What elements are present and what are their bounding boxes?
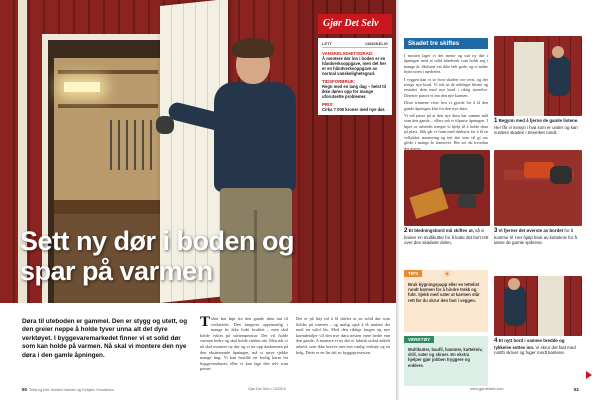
page-number-right: 51 xyxy=(574,387,579,392)
section-body xyxy=(404,53,488,153)
step-number: 3 xyxy=(494,228,498,234)
scale-right-label: VANSKELIG xyxy=(364,41,388,46)
step-lead: Vi fjerner det øverste av bordet xyxy=(498,228,564,233)
hand xyxy=(550,166,572,184)
column-1-text: iden har løpt fra den gamle døra inn til verkstedet. Den fungerer opprinnelig i mange år, ikke forbi kvalitet – men skal holde ryktet på utetemperatur. Det vil holde varmen bedre og skal holde vinden ute. Men når vi nå skal montere ny dør og vi tar opp dørkarmen på den eksisterende åpningen, må vi nøye sjekke mange ting. Vi kan bestille en ferdig karm fra byggevarehuset, eller vi kan lage den selv som passer. xyxy=(200,316,288,372)
time-label: TIDSFORBRUK: xyxy=(322,79,356,84)
glove xyxy=(156,116,174,134)
step-2-caption xyxy=(404,228,490,246)
step-lead: Et bledningsbord må skiftes ut, xyxy=(408,228,474,233)
workshop-lamp xyxy=(64,82,100,92)
price-text: Cirka 7 000 kroner med nye dør. xyxy=(322,107,386,112)
article-title: Sett ny dør i boden og spar på varmen xyxy=(20,226,294,286)
workbench xyxy=(54,200,164,214)
difficulty-scale xyxy=(322,41,388,48)
body-column-2 xyxy=(296,316,390,355)
folio-right xyxy=(470,387,504,391)
difficulty-text: Å montere dør inn i boden er en håndverksoppgave, men det her er en håndverksoppgave av normal vanskelighetsgrad. xyxy=(322,56,387,76)
person-jacket xyxy=(214,82,296,192)
multicutter xyxy=(440,154,484,194)
time-text: Regn med en lang dag – helst til ikke døren opp for mange uforutsette problemer. xyxy=(322,84,386,99)
step-3-caption xyxy=(494,228,582,246)
step-text: Vi skrur det fast med rustfri skruer og fuger rundt kantene. xyxy=(494,344,576,356)
step-1-caption xyxy=(494,118,582,136)
worker xyxy=(504,286,526,326)
difficulty-label: VANSKELIGHETSGRAD: xyxy=(322,51,374,56)
step-4-photo xyxy=(494,276,582,336)
tool-text: Multikutter, baufil, hammer, kuttekniv, drill, vater og skruer. En ekstra hjelper gjør jobben tryggere og enklere. xyxy=(408,347,483,368)
step-text: for å komme til. Her hjalp bruk av kuttekniv for å løsne de gamle spikrene. xyxy=(494,228,577,246)
folio-left xyxy=(22,387,114,392)
shelf xyxy=(58,104,158,108)
step-1-photo xyxy=(494,36,582,116)
shelf xyxy=(58,70,158,74)
hanging-tools xyxy=(110,120,158,170)
tip-tag: TIPS xyxy=(404,270,422,277)
price-label: PRIS: xyxy=(322,102,334,107)
paragraph: Disse trinnene viser hva vi gjorde for å få den gamle åpningen klar for den nye døra. xyxy=(404,100,488,111)
step-text: så vi bruker en multikutter for å kutte det bort rett over den skadede delen. xyxy=(404,228,489,246)
lightbulb-icon: ☀ xyxy=(442,269,452,279)
person-hair xyxy=(232,38,274,58)
paragraph: I mosten laget vi det meste og satt ny dør i åpningen med et solid håndverk som holdt seg i mange år. Skiftene var ikke helt gode, og vi måtte bytte noen i nærheten. xyxy=(404,53,488,75)
tip-text: Bruk bygningspapp eller en tettelist rundt karmen for å hindre trekk og fukt. Sjekk med vater at karmen står rett før du skrur den fast i veggen. xyxy=(408,282,480,303)
worker-head xyxy=(508,278,520,290)
column-2-text: Det er på høy tid å få skiftet ut en solid dør som holder på varmen – og mulig også å få innføre det med en solid lås. Med den riktige fargen og nye karmdetaljer vil den nye døra nesten være bedre enn den gamle. A montere ei ny dør er faktisk nokså enkelt arbeid, som ikke krever mer enn vanlig verktøy og en helg. Dette er en fin del av byggeprosessen. xyxy=(296,316,390,355)
section-title: Skadet tre skiftes xyxy=(404,38,488,49)
scale-left-label: LETT xyxy=(322,41,332,46)
cut-board xyxy=(409,187,448,218)
page-number-left: 50 xyxy=(22,387,27,392)
worker xyxy=(548,56,570,96)
site-url: www.gjordetselv.com xyxy=(470,387,504,391)
step-lead: Begynn med å fjerne de gamle listene. xyxy=(498,118,579,123)
paragraph: I veggen kan vi se hvor skaden var verst, og der trengs nye bord. Vi tok ut de ødelagte bitene og erstattet dem med nye bord i riktig størrelse. Deretter passet vi inn den nye karmen. xyxy=(404,76,488,98)
glove xyxy=(458,194,476,208)
gds-header: Gjør Det Selv xyxy=(318,14,392,34)
paragraph: Vi må passe på at den nye døra har samme mål som den gamle – ellers må vi tilpasse åpningen. I løpet av arbeidet trenger vi hjelp til å holde døra på plass. Slik går vi fram med dørbytte for å få en vellykket montering og tett dør som vil gi oss glede i mange år framover. Her ser du hvordan det gjøres. xyxy=(404,113,488,151)
tip-box xyxy=(404,270,488,332)
gutter xyxy=(396,0,400,400)
door-frame xyxy=(538,276,564,336)
step-number: 2 xyxy=(404,228,408,234)
step-lead: Et nytt bord i samme bredde og tykkelse settes inn. xyxy=(494,338,565,350)
step-number: 4 xyxy=(494,338,498,344)
folio-right-page xyxy=(574,387,579,392)
step-2-photo xyxy=(404,150,490,226)
door-frame xyxy=(514,42,544,116)
body-column-1 xyxy=(200,316,288,372)
step-4-caption xyxy=(494,338,582,356)
info-box xyxy=(318,38,392,115)
drop-cap: T xyxy=(200,314,211,330)
folio-mid xyxy=(248,387,286,391)
tool-tag: VERKTØY xyxy=(404,336,434,343)
worker-head xyxy=(552,46,564,58)
step-text: Her får vi innsyn i hva som er under og kan vurdere skaden i treverket rundt. xyxy=(494,124,578,136)
step-3-photo xyxy=(494,150,582,226)
issue-line: Gjør Det Selv • 10/2010 xyxy=(248,387,286,391)
step-number: 1 xyxy=(494,118,498,124)
tool-box xyxy=(404,336,488,386)
credit-line: Tekst og foto: Anders Hansen og Torbjørn Grundesen xyxy=(28,388,114,392)
next-page-arrow-icon xyxy=(586,371,592,379)
article-intro: Døra til uteboden er gammel. Den er stygg og utett, og den greier neppe å holde tyver unna alt det dyre verktøyet. I byggevaremarkedet finner vi et solid dør som kan holde på varmen. Nå skal vi montere den nye døra i den gamle åpningen. xyxy=(22,318,188,359)
